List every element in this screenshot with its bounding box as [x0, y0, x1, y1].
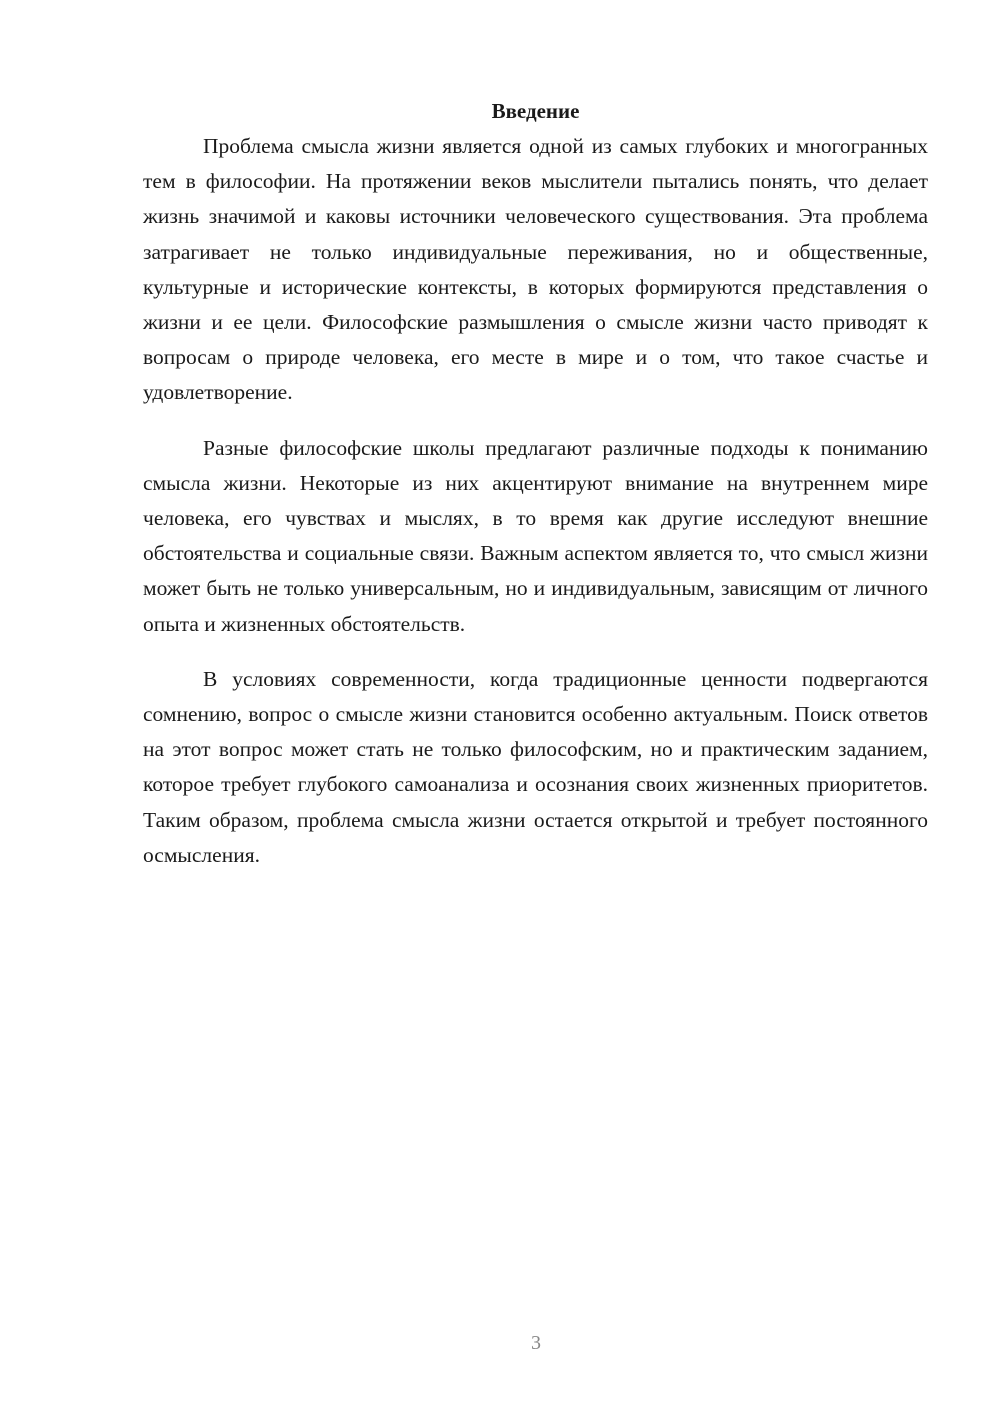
paragraph-3: В условиях современности, когда традиционные ценности подвергаются сомнению, вопрос о смысле жизни становится особенно актуальным. Поиск ответов на этот вопрос может стать не только философским, но и практическим заданием, которое требует глубокого самоанализа и осознания своих жизненных приоритетов. Таким образом, проблема смысла жизни остается открытой и требует постоянного осмысления. — [143, 666, 928, 867]
paragraph-2: Разные философские школы предлагают различные подходы к пониманию смысла жизни. Некоторые из них акцентируют внимание на внутреннем мире человека, его чувствах и мыслях, в то время как другие исследуют внешние обстоятельства и социальные связи. Важным аспектом является то, что смысл жизни может быть не только универсальным, но и индивидуальным, зависящим от личного опыта и жизненных обстоятельств. — [143, 435, 928, 636]
paragraph-1: Проблема смысла жизни является одной из самых глубоких и многогранных тем в философии. На протяжении веков мыслители пытались понять, что делает жизнь значимой и каковы источники человеческого существования. Эта проблема затрагивает не только индивидуальные переживания, но и общественные, культурные и исторические контексты, в которых формируются представления о жизни и ее цели. Философские размышления о смысле жизни часто приводят к вопросам о природе человека, его месте в мире и о том, что такое счастье и удовлетворение. — [143, 134, 928, 405]
page-number: 3 — [531, 1332, 541, 1354]
page-content — [143, 94, 928, 873]
section-heading: Введение — [491, 99, 580, 123]
